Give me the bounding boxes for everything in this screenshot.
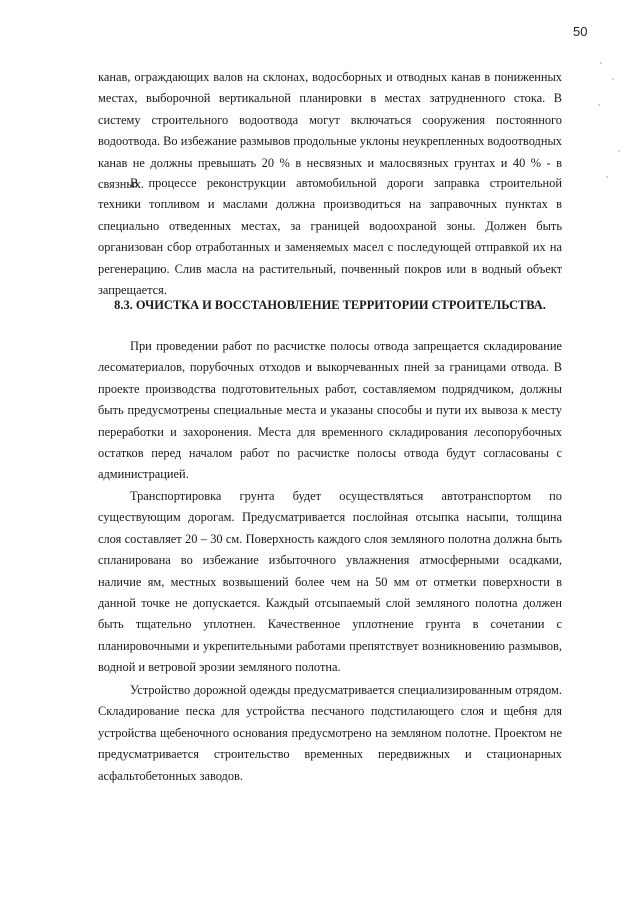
paragraph-clearing: При проведении работ по расчистке полосы отвода запрещается складирование лесоматериалов, порубочных отходов и выкорчеванных пней за границами отвода. В проекте производства подготовительных работ, составляемом подрядчиком, должны быть предусмотрены специальные места и указаны способы и пути их вывоза к месту переработки и захоронения. Места для временного складирования лесопорубочных остатков перед началом работ по расчистке полосы отвода будут согласованы с администрацией.	[98, 339, 562, 482]
scan-speck	[598, 104, 600, 106]
scan-speck	[618, 150, 620, 152]
page-number: 50	[573, 24, 588, 39]
paragraph-soil-transport: Транспортировка грунта будет осуществляться автотранспортом по существующим дорогам. Предусматривается послойная отсыпка насыпи, толщина слоя составляет 20 – 30 см. Поверхность каждого слоя земляного полотна должна быть спланирована во избежание избыточного увлажнения атмосферными осадками, наличие ям, местных возвышений более чем на 50 мм от отметки поверхности в данной точке не допускается. Каждый отсыпаемый слой земляного полотна должен быть тщательно уплотнен. Качественное уплотнение грунта в сочетании с планировочными и укрепительными работами препятствует возникновению размывов, водной и ветровой эрозии земляного полотна.	[98, 489, 562, 675]
scan-speck	[600, 62, 602, 64]
paragraph-fueling: В процессе реконструкции автомобильной дороги заправка строительной техники топливом и маслами должна производиться на заправочных пунктах в специально отведенных местах, за границей водоохраной зоны. Должен быть организован сбор отработанных и заменяемых масел с последующей отправкой их на регенерацию. Слив масла на растительный, почвенный покров или в водный объект запрещается.	[98, 176, 562, 298]
scan-speck	[612, 78, 614, 80]
paragraph-pavement: Устройство дорожной одежды предусматривается специализированным отрядом. Складирование песка для устройства песчаного подстилающего слоя и щебня для устройства щебеночного основания предусмотрено на земляном полотне. Проектом не предусматривается строительство временных передвижных и стационарных асфальтобетонных заводов.	[98, 683, 562, 783]
section-heading: 8.3. ОЧИСТКА И ВОССТАНОВЛЕНИЕ ТЕРРИТОРИИ СТРОИТЕЛЬСТВА.	[114, 298, 546, 312]
paragraph-drainage: канав, ограждающих валов на склонах, водосборных и отводных канав в пониженных местах, выборочной вертикальной планировки в местах затрудненного стока. В систему строительного водоотвода могут включаться сооружения постоянного водоотвода. Во избежание размывов продольные уклоны неукрепленных водоотводных канав не должны превышать 20 % в несвязных и малосвязных грунтах и 40 % - в связных.	[98, 70, 562, 192]
scan-speck	[606, 176, 608, 178]
